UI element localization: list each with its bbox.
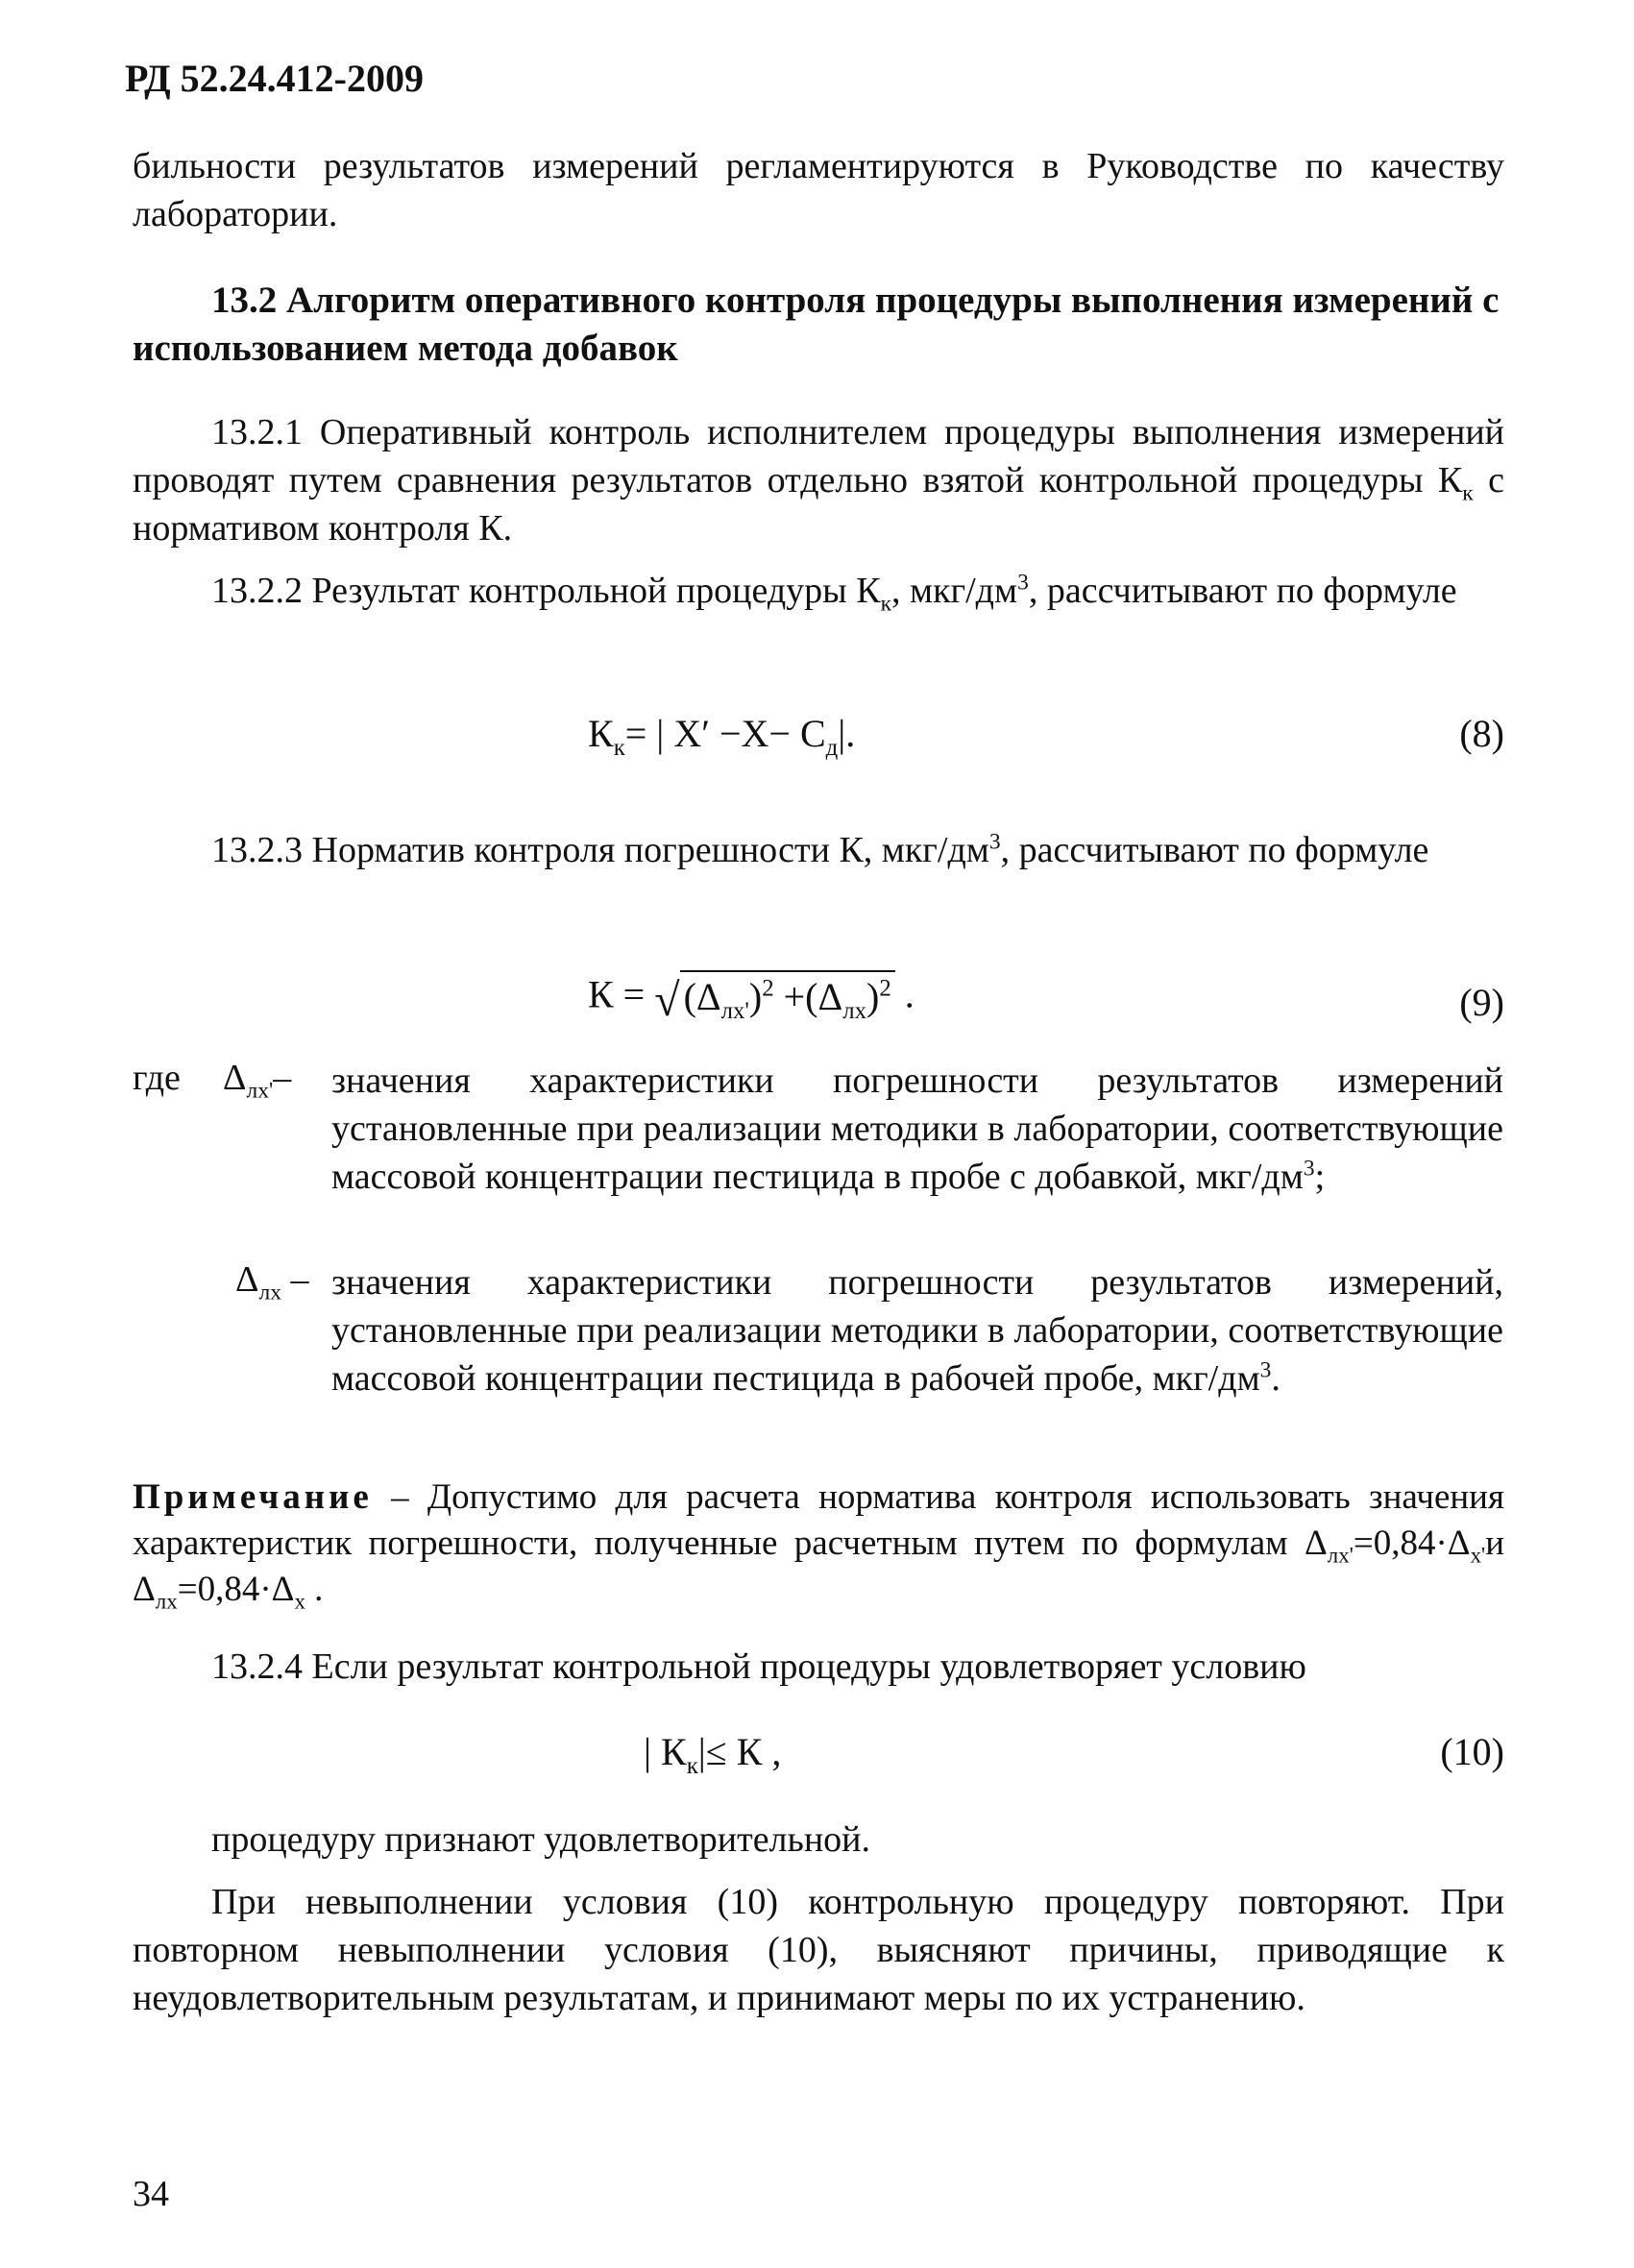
equation-number-10: (10): [1440, 1730, 1504, 1773]
d2-sub: лх: [258, 1280, 281, 1305]
eq9-rad-sub1: лх': [720, 998, 749, 1024]
paragraph-repeat: При невыполнении условия (10) контрольную процедуру повторяют. При повторном невыполнении условия (10), выясняют причины, приводящие к неудовлетворительным результатам, и принимают меры по их устранению.: [133, 1882, 1504, 2018]
note-text-c: и Δ: [133, 1524, 1504, 1609]
d1-sub: лх': [246, 1078, 274, 1104]
eq9-rad-d: ): [866, 975, 880, 1018]
note-text-b: =0,84·Δ: [1353, 1524, 1471, 1563]
eq9-rad-sup1: 2: [762, 975, 774, 1002]
square-root: [654, 970, 895, 1027]
formula-9: [588, 970, 915, 1027]
paragraph-conclusion: процедуру признают удовлетворительной.: [211, 1819, 871, 1860]
eq8-body-sub: д: [825, 735, 839, 761]
radicand: [680, 970, 895, 1024]
d2-sup: 3: [1259, 1357, 1272, 1383]
eq9-rad-c: +(Δ: [773, 975, 843, 1018]
where-label: где: [133, 1058, 181, 1098]
document-code-header: РД 52.24.412-2009: [125, 57, 424, 100]
note-paragraph: [133, 1475, 1504, 1613]
p1-tail: с нормативом контроля К.: [133, 460, 1504, 549]
p2-sub: к: [880, 591, 892, 617]
note-sub3: лх: [155, 1589, 178, 1614]
note-label: Примечание: [133, 1477, 373, 1517]
radical-sign-icon: √: [654, 975, 680, 1026]
note-sub1: лх': [1327, 1543, 1354, 1568]
page-number: 34: [133, 2174, 169, 2214]
paragraph-13-2-2: [133, 567, 1504, 615]
section-heading: 13.2 Алгоритм оперативного контроля процедуры выполнения измерений с использованием метода добавок: [133, 280, 1500, 369]
eq8-lhs: К: [588, 712, 614, 755]
formula-10: [644, 1729, 782, 1779]
definition-1-text: [331, 1057, 1503, 1201]
note-sub4: х: [294, 1589, 305, 1614]
eq8-body-b: |.: [838, 712, 856, 755]
definition-2-symbol: [235, 1258, 309, 1305]
equation-number-9: (9): [1459, 981, 1504, 1024]
note-sub2: х': [1470, 1543, 1486, 1568]
d1-sym: Δ: [223, 1058, 247, 1098]
note-text-a: – Допустимо для расчета норматива контроля использовать значения характеристик погрешности, полученные расчетным путем по формулам Δ: [133, 1477, 1504, 1563]
p1-lead: 13.2.1 Оперативный контроль исполнителем процедуры выполнения измерений проводят путем сравнения результатов отдельно взятой контрольной процедуры К: [133, 412, 1504, 500]
paragraph-13-2-4: 13.2.4 Если результат контрольной процедуры удовлетворяет условию: [211, 1646, 1306, 1687]
eq10-sub: к: [686, 1753, 698, 1779]
eq8-lhs-sub: к: [613, 735, 625, 761]
p3-sup: 3: [988, 829, 1001, 855]
paragraph-13-2-3: [133, 826, 1504, 874]
p3-a: 13.2.3 Норматив контроля погрешности К, мкг/дм: [211, 830, 989, 870]
definition-2-text: [331, 1258, 1503, 1402]
p2-b: , мкг/дм: [891, 571, 1018, 611]
d1-sup: 3: [1303, 1156, 1315, 1182]
equation-number-8: (8): [1459, 712, 1504, 755]
note-text-d: =0,84·Δ: [177, 1570, 295, 1609]
d2-text: значения характеристики погрешности результатов измерений, установленные при реализации методики в лаборатории, соответствующие массовой концентрации пестицида в рабочей пробе, мкг/дм: [331, 1262, 1503, 1399]
paragraph-13-2-1: [133, 408, 1504, 552]
eq9-rad-sup2: 2: [879, 975, 891, 1002]
d2-end: .: [1271, 1358, 1280, 1399]
d1-text: значения характеристики погрешности результатов измерений установленные при реализации методики в лаборатории, соответствующие массовой концентрации пестицида в пробе с добавкой, мкг/дм: [331, 1061, 1503, 1197]
p1-sub: к: [1462, 480, 1474, 506]
formula-8: [588, 711, 856, 761]
d1-end: ;: [1314, 1157, 1326, 1197]
p2-a: 13.2.2 Результат контрольной процедуры К: [211, 571, 881, 611]
p2-sup: 3: [1017, 570, 1029, 596]
d2-sym: Δ: [235, 1259, 259, 1300]
eq9-rad-a: (Δ: [683, 975, 721, 1018]
eq9-lhs: К =: [588, 972, 646, 1016]
eq9-rad-sub2: лх: [842, 998, 867, 1024]
eq8-body-a: = | X′ −X− C: [624, 712, 826, 755]
p3-b: , рассчитывают по формуле: [1000, 830, 1429, 870]
eq10-a: | К: [644, 1730, 687, 1773]
continuation-paragraph: бильности результатов измерений регламентируются в Руководстве по качеству лаборатории.: [133, 146, 1504, 234]
eq9-rad-b: ): [748, 975, 763, 1018]
definition-1-symbol: [223, 1057, 292, 1104]
d2-dash: –: [280, 1259, 309, 1300]
d1-dash: –: [273, 1058, 292, 1098]
eq10-b: |≤ К ,: [697, 1730, 782, 1773]
p2-c: , рассчитывают по формуле: [1028, 571, 1457, 611]
eq9-tail: .: [894, 972, 915, 1016]
note-text-e: .: [305, 1570, 324, 1609]
